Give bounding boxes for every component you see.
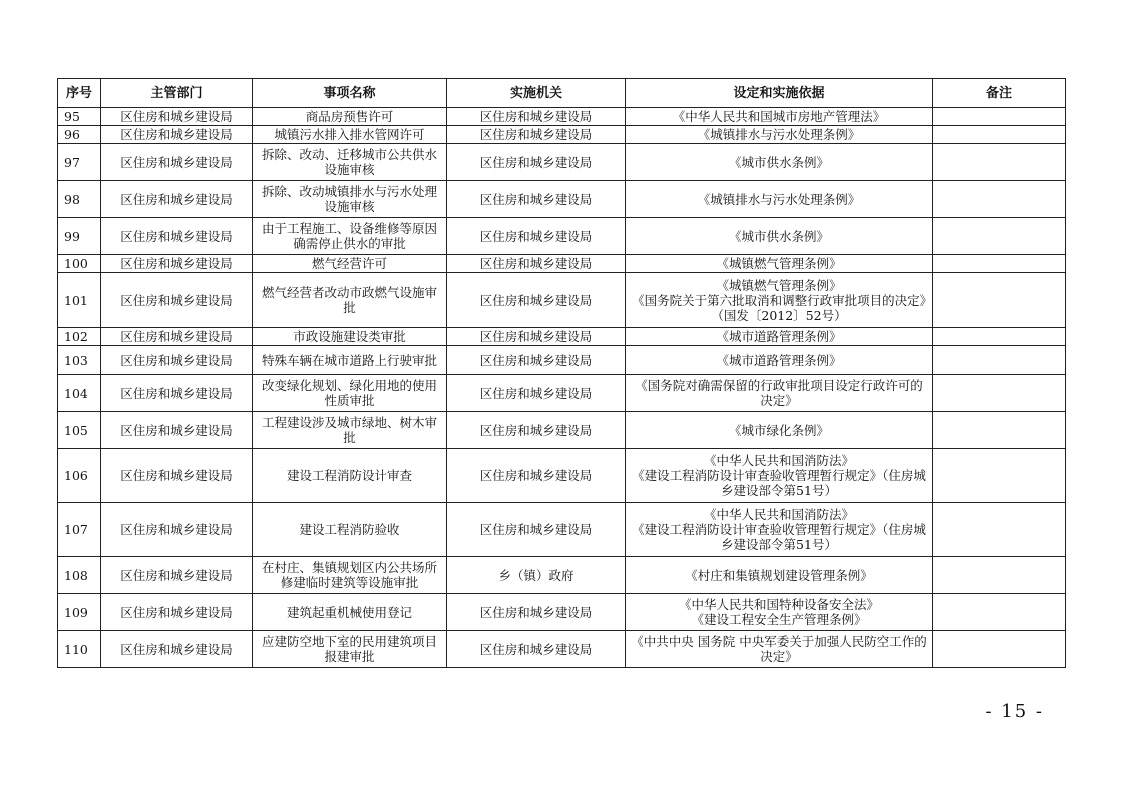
cell-agency: 区住房和城乡建设局 xyxy=(447,503,626,557)
table-row xyxy=(58,346,1066,375)
cell-notes xyxy=(933,449,1066,503)
table-row xyxy=(58,375,1066,412)
header-dept: 主管部门 xyxy=(101,79,253,108)
cell-basis: 《城镇燃气管理条例》 xyxy=(626,255,933,273)
cell-no: 97 xyxy=(58,144,101,181)
cell-item: 城镇污水排入排水管网许可 xyxy=(253,126,447,144)
cell-item: 建筑起重机械使用登记 xyxy=(253,594,447,631)
cell-agency: 区住房和城乡建设局 xyxy=(447,375,626,412)
cell-no: 107 xyxy=(58,503,101,557)
cell-dept: 区住房和城乡建设局 xyxy=(101,412,253,449)
cell-item: 建设工程消防验收 xyxy=(253,503,447,557)
cell-dept: 区住房和城乡建设局 xyxy=(101,255,253,273)
cell-basis: 《城镇排水与污水处理条例》 xyxy=(626,181,933,218)
cell-notes xyxy=(933,181,1066,218)
header-item: 事项名称 xyxy=(253,79,447,108)
cell-notes xyxy=(933,594,1066,631)
cell-item: 建设工程消防设计审查 xyxy=(253,449,447,503)
cell-basis: 《国务院对确需保留的行政审批项目设定行政许可的决定》 xyxy=(626,375,933,412)
cell-notes xyxy=(933,412,1066,449)
cell-agency: 区住房和城乡建设局 xyxy=(447,328,626,346)
cell-dept: 区住房和城乡建设局 xyxy=(101,631,253,668)
cell-basis: 《城市供水条例》 xyxy=(626,218,933,255)
cell-agency: 乡（镇）政府 xyxy=(447,557,626,594)
cell-notes xyxy=(933,375,1066,412)
cell-item: 商品房预售许可 xyxy=(253,108,447,126)
cell-agency: 区住房和城乡建设局 xyxy=(447,144,626,181)
cell-no: 96 xyxy=(58,126,101,144)
cell-no: 105 xyxy=(58,412,101,449)
table-row xyxy=(58,594,1066,631)
table-body xyxy=(58,108,1066,668)
approval-items-table xyxy=(57,78,1066,668)
cell-agency: 区住房和城乡建设局 xyxy=(447,181,626,218)
table-row xyxy=(58,631,1066,668)
table-row xyxy=(58,273,1066,328)
cell-dept: 区住房和城乡建设局 xyxy=(101,594,253,631)
cell-dept: 区住房和城乡建设局 xyxy=(101,503,253,557)
cell-notes xyxy=(933,557,1066,594)
header-notes: 备注 xyxy=(933,79,1066,108)
cell-dept: 区住房和城乡建设局 xyxy=(101,328,253,346)
cell-dept: 区住房和城乡建设局 xyxy=(101,557,253,594)
cell-item: 由于工程施工、设备维修等原因确需停止供水的审批 xyxy=(253,218,447,255)
table-row xyxy=(58,412,1066,449)
cell-dept: 区住房和城乡建设局 xyxy=(101,144,253,181)
cell-agency: 区住房和城乡建设局 xyxy=(447,108,626,126)
cell-dept: 区住房和城乡建设局 xyxy=(101,126,253,144)
table-row xyxy=(58,181,1066,218)
cell-basis: 《村庄和集镇规划建设管理条例》 xyxy=(626,557,933,594)
cell-no: 104 xyxy=(58,375,101,412)
cell-no: 103 xyxy=(58,346,101,375)
cell-basis: 《中华人民共和国消防法》 《建设工程消防设计审查验收管理暂行规定》（住房城乡建设部令第51号） xyxy=(626,503,933,557)
table-row xyxy=(58,449,1066,503)
cell-agency: 区住房和城乡建设局 xyxy=(447,449,626,503)
cell-no: 102 xyxy=(58,328,101,346)
cell-notes xyxy=(933,255,1066,273)
table-row xyxy=(58,126,1066,144)
header-no: 序号 xyxy=(58,79,101,108)
cell-notes xyxy=(933,328,1066,346)
cell-notes xyxy=(933,108,1066,126)
cell-dept: 区住房和城乡建设局 xyxy=(101,449,253,503)
table-row xyxy=(58,218,1066,255)
cell-no: 98 xyxy=(58,181,101,218)
cell-agency: 区住房和城乡建设局 xyxy=(447,631,626,668)
table-row xyxy=(58,108,1066,126)
cell-basis: 《城镇燃气管理条例》 《国务院关于第六批取消和调整行政审批项目的决定》（国发〔2012〕52号） xyxy=(626,273,933,328)
cell-agency: 区住房和城乡建设局 xyxy=(447,412,626,449)
cell-item: 市政设施建设类审批 xyxy=(253,328,447,346)
cell-basis: 《中华人民共和国特种设备安全法》 《建设工程安全生产管理条例》 xyxy=(626,594,933,631)
header-basis: 设定和实施依据 xyxy=(626,79,933,108)
cell-no: 95 xyxy=(58,108,101,126)
cell-item: 特殊车辆在城市道路上行驶审批 xyxy=(253,346,447,375)
table-row xyxy=(58,557,1066,594)
cell-basis: 《中华人民共和国消防法》 《建设工程消防设计审查验收管理暂行规定》（住房城乡建设部令第51号） xyxy=(626,449,933,503)
cell-notes xyxy=(933,144,1066,181)
cell-no: 101 xyxy=(58,273,101,328)
cell-item: 在村庄、集镇规划区内公共场所修建临时建筑等设施审批 xyxy=(253,557,447,594)
cell-agency: 区住房和城乡建设局 xyxy=(447,255,626,273)
header-agency: 实施机关 xyxy=(447,79,626,108)
cell-item: 燃气经营许可 xyxy=(253,255,447,273)
cell-notes xyxy=(933,631,1066,668)
cell-agency: 区住房和城乡建设局 xyxy=(447,594,626,631)
cell-dept: 区住房和城乡建设局 xyxy=(101,273,253,328)
cell-notes xyxy=(933,346,1066,375)
cell-basis: 《城市供水条例》 xyxy=(626,144,933,181)
cell-basis: 《城镇排水与污水处理条例》 xyxy=(626,126,933,144)
cell-dept: 区住房和城乡建设局 xyxy=(101,346,253,375)
cell-agency: 区住房和城乡建设局 xyxy=(447,126,626,144)
cell-no: 109 xyxy=(58,594,101,631)
cell-dept: 区住房和城乡建设局 xyxy=(101,375,253,412)
cell-agency: 区住房和城乡建设局 xyxy=(447,273,626,328)
cell-agency: 区住房和城乡建设局 xyxy=(447,346,626,375)
cell-basis: 《城市道路管理条例》 xyxy=(626,346,933,375)
cell-basis: 《中共中央 国务院 中央军委关于加强人民防空工作的决定》 xyxy=(626,631,933,668)
cell-item: 改变绿化规划、绿化用地的使用性质审批 xyxy=(253,375,447,412)
cell-item: 应建防空地下室的民用建筑项目报建审批 xyxy=(253,631,447,668)
cell-item: 拆除、改动、迁移城市公共供水设施审核 xyxy=(253,144,447,181)
cell-basis: 《城市绿化条例》 xyxy=(626,412,933,449)
cell-notes xyxy=(933,218,1066,255)
cell-item: 工程建设涉及城市绿地、树木审批 xyxy=(253,412,447,449)
cell-basis: 《城市道路管理条例》 xyxy=(626,328,933,346)
page-number: - 15 - xyxy=(985,701,1044,722)
table-row xyxy=(58,503,1066,557)
cell-no: 106 xyxy=(58,449,101,503)
cell-no: 110 xyxy=(58,631,101,668)
table-row xyxy=(58,328,1066,346)
cell-no: 100 xyxy=(58,255,101,273)
cell-dept: 区住房和城乡建设局 xyxy=(101,181,253,218)
cell-no: 99 xyxy=(58,218,101,255)
table-row xyxy=(58,144,1066,181)
table-header-row xyxy=(58,79,1066,108)
cell-dept: 区住房和城乡建设局 xyxy=(101,218,253,255)
table-row xyxy=(58,255,1066,273)
cell-item: 拆除、改动城镇排水与污水处理设施审核 xyxy=(253,181,447,218)
cell-notes xyxy=(933,126,1066,144)
cell-notes xyxy=(933,273,1066,328)
cell-item: 燃气经营者改动市政燃气设施审批 xyxy=(253,273,447,328)
cell-agency: 区住房和城乡建设局 xyxy=(447,218,626,255)
cell-dept: 区住房和城乡建设局 xyxy=(101,108,253,126)
cell-notes xyxy=(933,503,1066,557)
cell-basis: 《中华人民共和国城市房地产管理法》 xyxy=(626,108,933,126)
cell-no: 108 xyxy=(58,557,101,594)
